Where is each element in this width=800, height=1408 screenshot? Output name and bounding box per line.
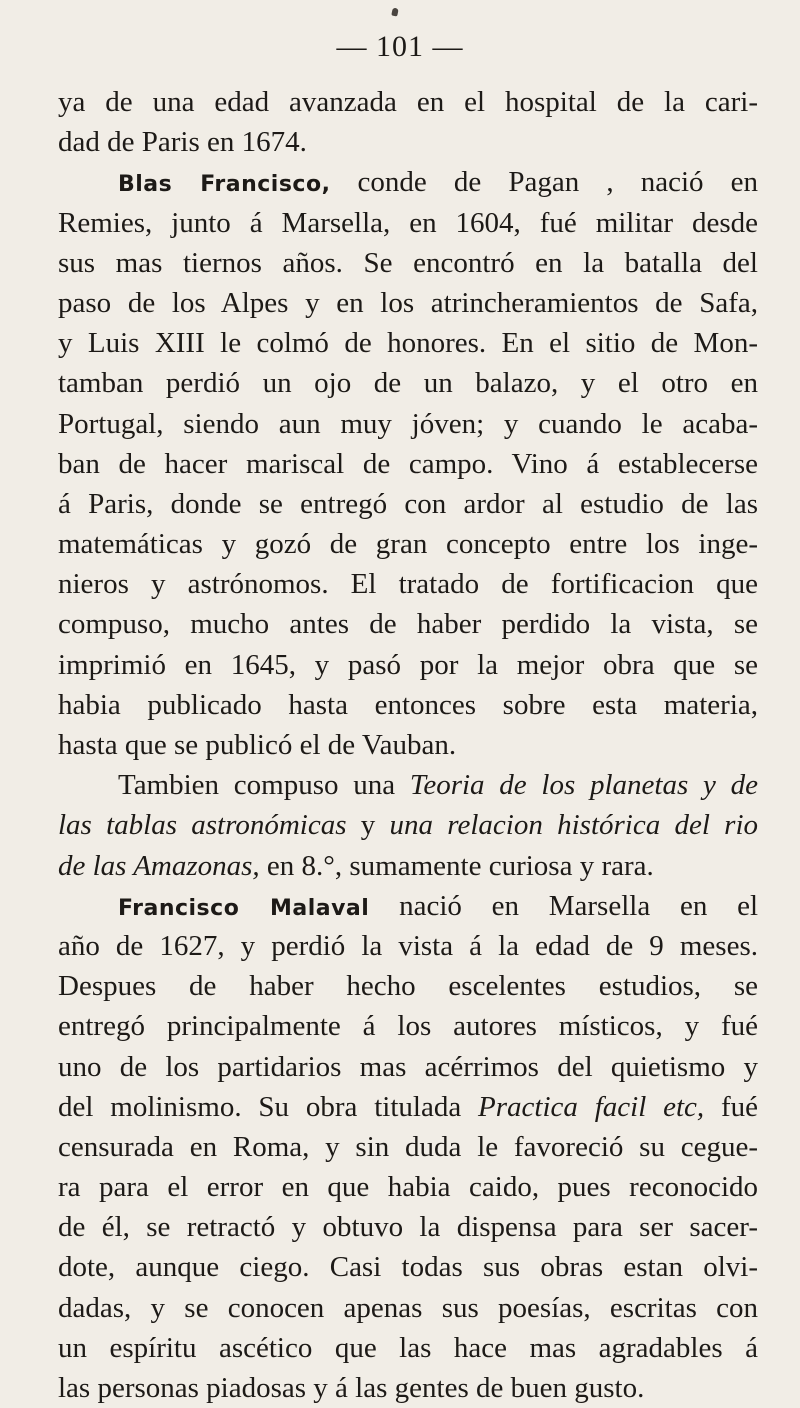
book-title: las tablas astronómicas bbox=[58, 809, 347, 842]
text-line: Portugal, siendo aun muy jóven; y cuando le acaba- bbox=[58, 407, 758, 440]
text-line: habia publicado hasta entonces sobre esta materia, bbox=[58, 688, 758, 721]
page-number: — 101 — bbox=[336, 30, 464, 63]
text-line bbox=[58, 886, 758, 926]
text-line: dadas, y se conocen apenas sus poesías, escritas con bbox=[58, 1291, 758, 1324]
book-title: una relacion histórica del rio bbox=[389, 809, 759, 842]
ink-mark bbox=[391, 7, 399, 16]
text-span: y bbox=[346, 809, 390, 842]
text-line: un espíritu ascético que las hace mas agradables á bbox=[58, 1331, 758, 1364]
text-line: dote, aunque ciego. Casi todas sus obras estan olvi- bbox=[58, 1251, 758, 1284]
text-line: Despues de haber hecho escelentes estudios, se bbox=[58, 970, 758, 1003]
text-line bbox=[58, 846, 758, 886]
text-line: Remies, junto á Marsella, en 1604, fué militar desde bbox=[58, 206, 758, 239]
text-line: á Paris, donde se entregó con ardor al estudio de las bbox=[58, 487, 758, 520]
text-line: sus mas tiernos años. Se encontró en la batalla del bbox=[58, 246, 758, 279]
text-line bbox=[58, 805, 758, 845]
text-line: compuso, mucho antes de haber perdido la vista, se bbox=[58, 608, 758, 641]
text-line: uno de los partidarios mas acérrimos del quietismo y bbox=[58, 1050, 758, 1083]
body-text bbox=[58, 82, 758, 1408]
text-line: dad de Paris en 1674. bbox=[58, 126, 307, 159]
text-span: del molinismo. Su obra titulada bbox=[58, 1090, 479, 1123]
text-line: matemáticas y gozó de gran concepto entre los inge- bbox=[58, 528, 758, 561]
text-line bbox=[58, 765, 758, 805]
text-line: ya de una edad avanzada en el hospital de la cari- bbox=[58, 86, 758, 118]
book-title: de las Amazonas, bbox=[58, 849, 260, 882]
text-span: en 8.°, sumamente curiosa y rara. bbox=[259, 849, 654, 882]
text-line: año de 1627, y perdió la vista á la edad de 9 meses. bbox=[58, 929, 758, 962]
text-line: hasta que se publicó el de Vauban. bbox=[58, 729, 457, 761]
text-line bbox=[58, 162, 758, 202]
entry-name: Blas Francisco, bbox=[118, 172, 331, 198]
text-line: nieros y astrónomos. El tratado de fortificacion que bbox=[58, 568, 758, 601]
text-line: las personas piadosas y á las gentes de buen gusto. bbox=[58, 1372, 645, 1404]
text-line: entregó principalmente á los autores místicos, y fué bbox=[58, 1010, 758, 1043]
text-span: nació en Marsella en el bbox=[369, 889, 758, 922]
text-line bbox=[58, 1087, 758, 1127]
entry-name: Francisco Malaval bbox=[118, 895, 370, 921]
text-line: y Luis XIII le colmó de honores. En el sitio de Mon- bbox=[58, 327, 758, 360]
text-line: censurada en Roma, y sin duda le favoreció su cegue- bbox=[58, 1130, 758, 1163]
text-line: paso de los Alpes y en los atrincheramientos de Safa, bbox=[58, 286, 758, 319]
text-span: fué bbox=[704, 1090, 758, 1123]
text-line: de él, se retractó y obtuvo la dispensa para ser sacer- bbox=[58, 1211, 758, 1244]
book-title: Teoria de los planetas y de bbox=[409, 769, 758, 802]
book-title: Practica facil etc, bbox=[478, 1090, 705, 1123]
text-line: imprimió en 1645, y pasó por la mejor obra que se bbox=[58, 648, 758, 681]
text-line: ban de hacer mariscal de campo. Vino á establecerse bbox=[58, 447, 758, 480]
text-line: tamban perdió un ojo de un balazo, y el otro en bbox=[58, 367, 758, 400]
text-span: conde de Pagan , nació en bbox=[330, 166, 758, 199]
text-line: ra para el error en que habia caido, pues reconocido bbox=[58, 1171, 758, 1204]
text-span: Tambien compuso una bbox=[118, 769, 410, 802]
